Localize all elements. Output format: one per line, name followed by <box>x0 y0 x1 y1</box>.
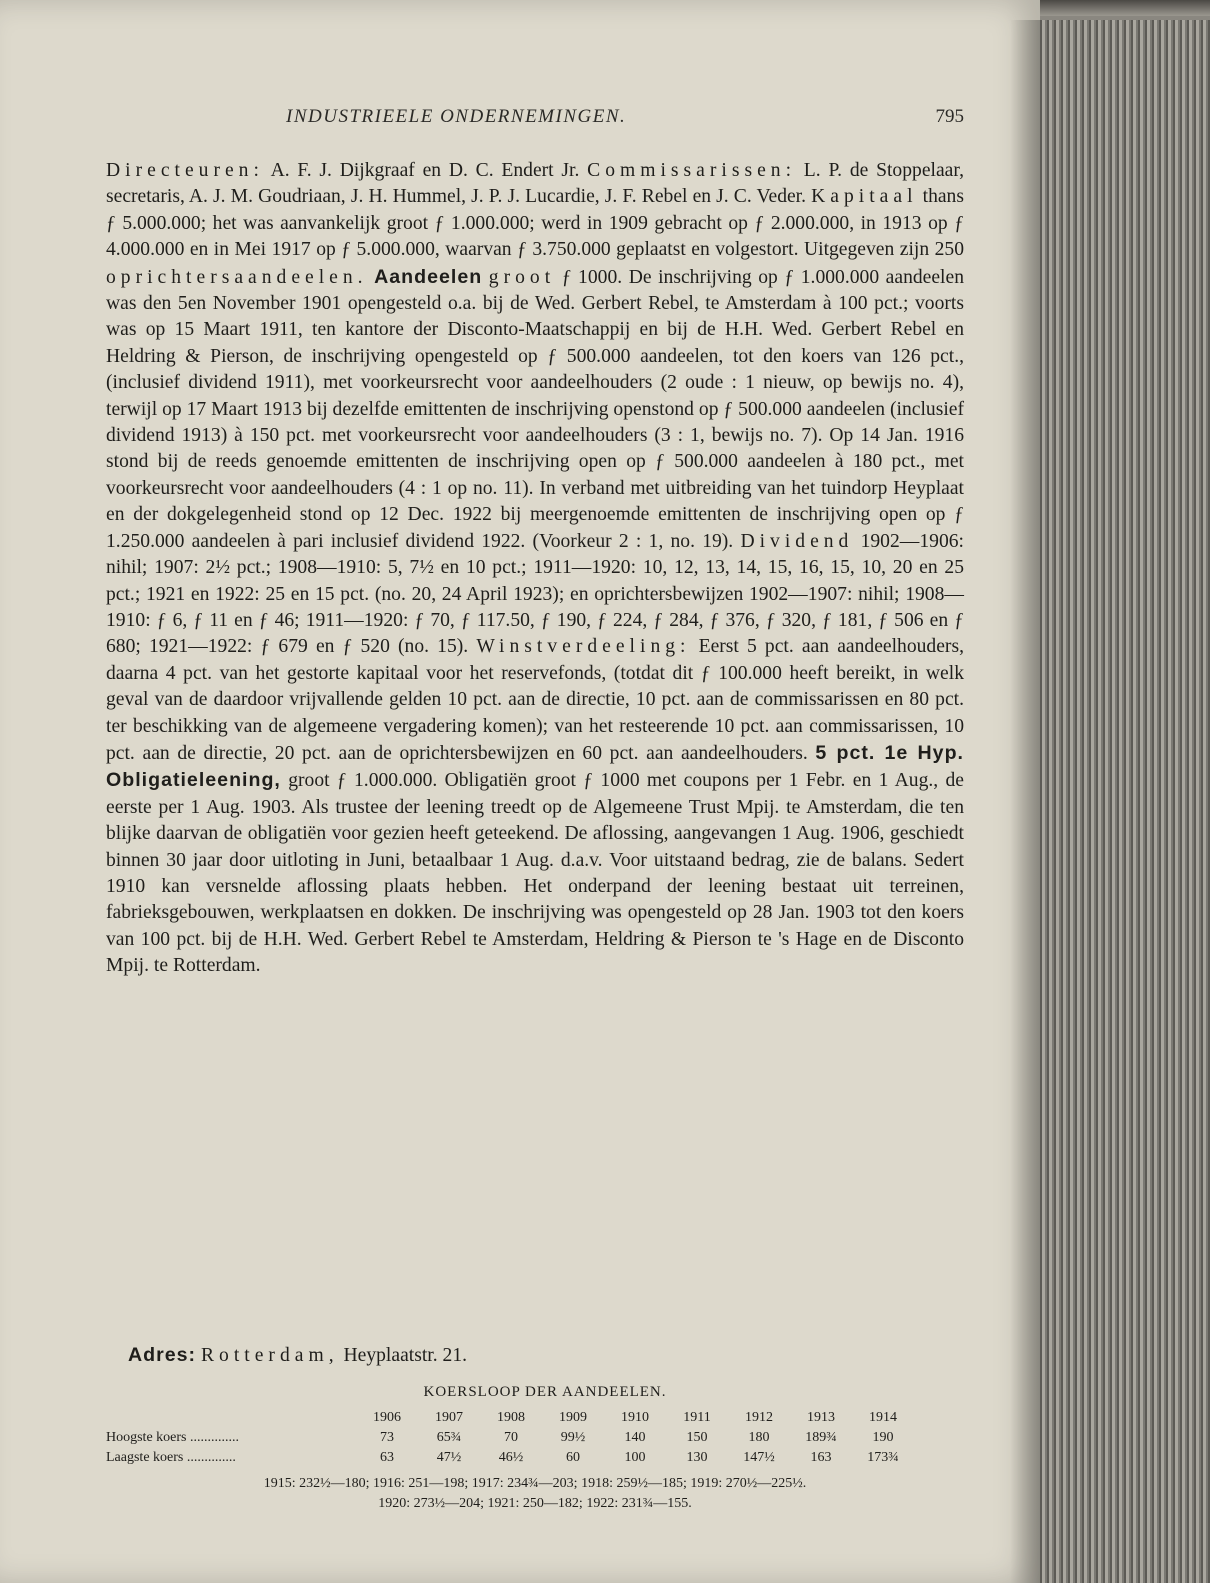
value-cell: 99½ <box>560 1430 586 1445</box>
groot-label: groot <box>488 266 556 288</box>
value-cell: 173¾ <box>867 1450 899 1465</box>
adres-street: Heyplaatstr. 21. <box>338 1345 468 1366</box>
book-page-edges <box>1040 20 1210 1583</box>
adres-city: Rotterdam, <box>200 1345 339 1366</box>
address-line <box>128 1344 467 1367</box>
value-cell: 163 <box>810 1450 832 1465</box>
koersloop-year-row <box>106 1408 914 1428</box>
year-header-blank <box>106 1408 356 1428</box>
company-entry-text <box>106 158 964 980</box>
year-cell: 1911 <box>683 1410 711 1425</box>
year-cell: 1910 <box>621 1410 649 1425</box>
oprichtersaandeelen-label: oprichtersaandeelen. <box>106 266 368 288</box>
directeuren-text: A. F. J. Dijkgraaf en D. C. Endert Jr. <box>263 160 588 181</box>
value-cell: 70 <box>504 1430 518 1445</box>
koersloop-note-line: 1920: 273½—204; 1921: 250—182; 1922: 231¾—155. <box>378 1496 692 1511</box>
dividend-label: Dividend <box>740 530 854 552</box>
year-cell: 1908 <box>497 1410 525 1425</box>
value-cell: 73 <box>380 1430 394 1445</box>
koersloop-note-line: 1915: 232½—180; 1916: 251—198; 1917: 234¾—203; 1918: 259½—185; 1919: 270½—225½. <box>263 1476 807 1491</box>
value-cell: 60 <box>566 1450 580 1465</box>
year-cell: 1913 <box>807 1410 835 1425</box>
adres-label: Adres: <box>128 1344 197 1366</box>
value-cell: 65¾ <box>436 1430 462 1445</box>
commissarissen-text: L. P. de Stoppelaar, secretaris, A. J. M. Goudriaan, J. H. Hummel, J. P. J. Lucardie, J. F. Rebel en J. C. Veder. <box>106 160 964 208</box>
commissarissen-label: Commissarissen: <box>587 160 797 181</box>
winstverdeeling-text: Eerst 5 pct. aan aandeelhouders, daarna 4 pct. van het gestorte kapitaal voor het reservefonds, (totdat dit ƒ 100.000 heeft bereikt, in welk geval van de daardoor vrijvallende gelden 10 pct. aan de directie, 10 pct. aan de commissarissen en 80 pct. ter beschikking van de algemeene vergadering komen); van het resteerende 10 pct. aan commissarissen, 10 pct. aan de directie, 20 pct. aan de oprichtersbewijzen en 60 pct. aan aandeelhouders. <box>106 636 964 764</box>
kapitaal-text: thans ƒ 5.000.000; het was aanvankelijk groot ƒ 1.000.000; werd in 1909 gebracht op ƒ 2.000.000, in 1913 op ƒ 4.000.000 en in Mei 1917 op ƒ 5.000.000, waarvan ƒ 3.750.000 geplaatst en volgestort. Uitgegeven zijn 250 <box>106 186 964 261</box>
value-cell: 180 <box>748 1430 770 1445</box>
table-row <box>106 1428 914 1448</box>
value-cell: 46½ <box>498 1450 524 1465</box>
value-cell: 147½ <box>743 1450 775 1465</box>
koersloop-table <box>106 1408 914 1468</box>
aandeelen-label: Aandeelen <box>374 265 483 288</box>
year-cell: 1906 <box>373 1410 401 1425</box>
table-row <box>106 1448 914 1468</box>
running-title: INDUSTRIEELE ONDERNEMINGEN. <box>286 106 627 127</box>
kapitaal-label: Kapitaal <box>811 186 918 208</box>
obligatieleening-label: 5 pct. 1e Hyp. Obligatieleening, <box>106 741 964 792</box>
year-cell: 1907 <box>435 1410 463 1425</box>
year-cell: 1912 <box>745 1410 773 1425</box>
dividend-text: 1902—1906: nihil; 1907: 2½ pct.; 1908—1910: 5, 7½ en 10 pct.; 1911—1920: 10, 12, 13, 14, 15, 16, 15, 10, 20 en 25 pct.; 1921 en 1922: 25 en 15 pct. (no. 20, 24 April 1923); en oprichtersbewijzen 1902—1907: nihil; 1908—1910: ƒ 6, ƒ 11 en ƒ 46; 1911—1920: ƒ 70, ƒ 117.50, ƒ 190, ƒ 224, ƒ 284, ƒ 376, ƒ 320, ƒ 181, ƒ 506 en ƒ 680; 1921—1922: ƒ 679 en ƒ 520 (no. 15). <box>106 530 964 658</box>
value-cell: 130 <box>686 1450 708 1465</box>
koersloop-section <box>106 1384 964 1514</box>
year-cell: 1914 <box>869 1410 897 1425</box>
winstverdeeling-label: Winstverdeeling: <box>476 636 691 658</box>
row-label: Hoogste koers .............. <box>106 1430 239 1445</box>
value-cell: 63 <box>380 1450 394 1465</box>
obligatieleening-text: groot ƒ 1.000.000. Obligatiën groot ƒ 1000 met coupons per 1 Febr. en 1 Aug., de eerste per 1 Aug. 1903. Als trustee der leening treedt op de Algemeene Trust Mpij. te Amsterdam, die ten blijke daarvan de obligatiën voor gezien heeft geteekend. De aflossing, aangevangen 1 Aug. 1906, geschiedt binnen 30 jaar door uitloting in Juni, betaalbaar 1 Aug. d.a.v. Voor uitstaand bedrag, zie de balans. Sedert 1910 kan versnelde aflossing plaats hebben. Het onderpand der leening bestaat uit terreinen, fabrieksgebouwen, werkplaatsen en dokken. De inschrijving was opengesteld op 28 Jan. 1903 tot den koers van 100 pct. bij de H.H. Wed. Gerbert Rebel te Amsterdam, Heldring & Pierson te 's Hage en de Disconto Mpij. te Rotterdam. <box>106 770 964 977</box>
koersloop-title: KOERSLOOP DER AANDEELEN. <box>423 1384 667 1400</box>
row-label: Laagste koers .............. <box>106 1450 236 1465</box>
value-cell: 100 <box>624 1450 646 1465</box>
value-cell: 47½ <box>436 1450 462 1465</box>
aandeelen-text: ƒ 1000. De inschrijving op ƒ 1.000.000 aandeelen was den 5en November 1901 opengesteld o.a. bij de Wed. Gerbert Rebel, te Amsterdam à 100 pct.; voorts was op 15 Maart 1911, ten kantore der Disconto-Maatschappij en bij de H.H. Wed. Gerbert Rebel en Heldring & Pierson, de inschrijving opengesteld op ƒ 500.000 aandeelen, tot den koers van 126 pct., (inclusief dividend 1911), met voorkeursrecht voor aandeelhouders (2 oude : 1 nieuw, op bewijs no. 4), terwijl op 17 Maart 1913 bij dezelfde emittenten de inschrijving openstond op ƒ 500.000 aandeelen (inclusief dividend 1913) à 150 pct. met voorkeursrecht voor aandeelhouders (3 : 1, bewijs no. 7). Op 14 Jan. 1916 stond bij de reeds genoemde emittenten de inschrijving open op ƒ 500.000 aandeelen à 180 pct., met voorkeursrecht voor aandeelhouders (4 : 1 op no. 11). In verband met uitbreiding van het tuindorp Heyplaat en der dokgelegenheid stond op 12 Dec. 1922 bij meergenoemde emittenten de inschrijving open op ƒ 1.250.000 aandeelen à pari inclusief dividend 1922. (Voorkeur 2 : 1, no. 19). <box>106 266 964 552</box>
page-header <box>106 106 964 132</box>
value-cell: 189¾ <box>805 1430 837 1445</box>
value-cell: 190 <box>872 1430 894 1445</box>
value-cell: 150 <box>686 1430 708 1445</box>
directeuren-label: Directeuren: <box>106 160 264 181</box>
koersloop-note <box>106 1474 964 1514</box>
value-cell: 140 <box>624 1430 646 1445</box>
page-number: 795 <box>935 106 964 127</box>
year-cell: 1909 <box>559 1410 587 1425</box>
